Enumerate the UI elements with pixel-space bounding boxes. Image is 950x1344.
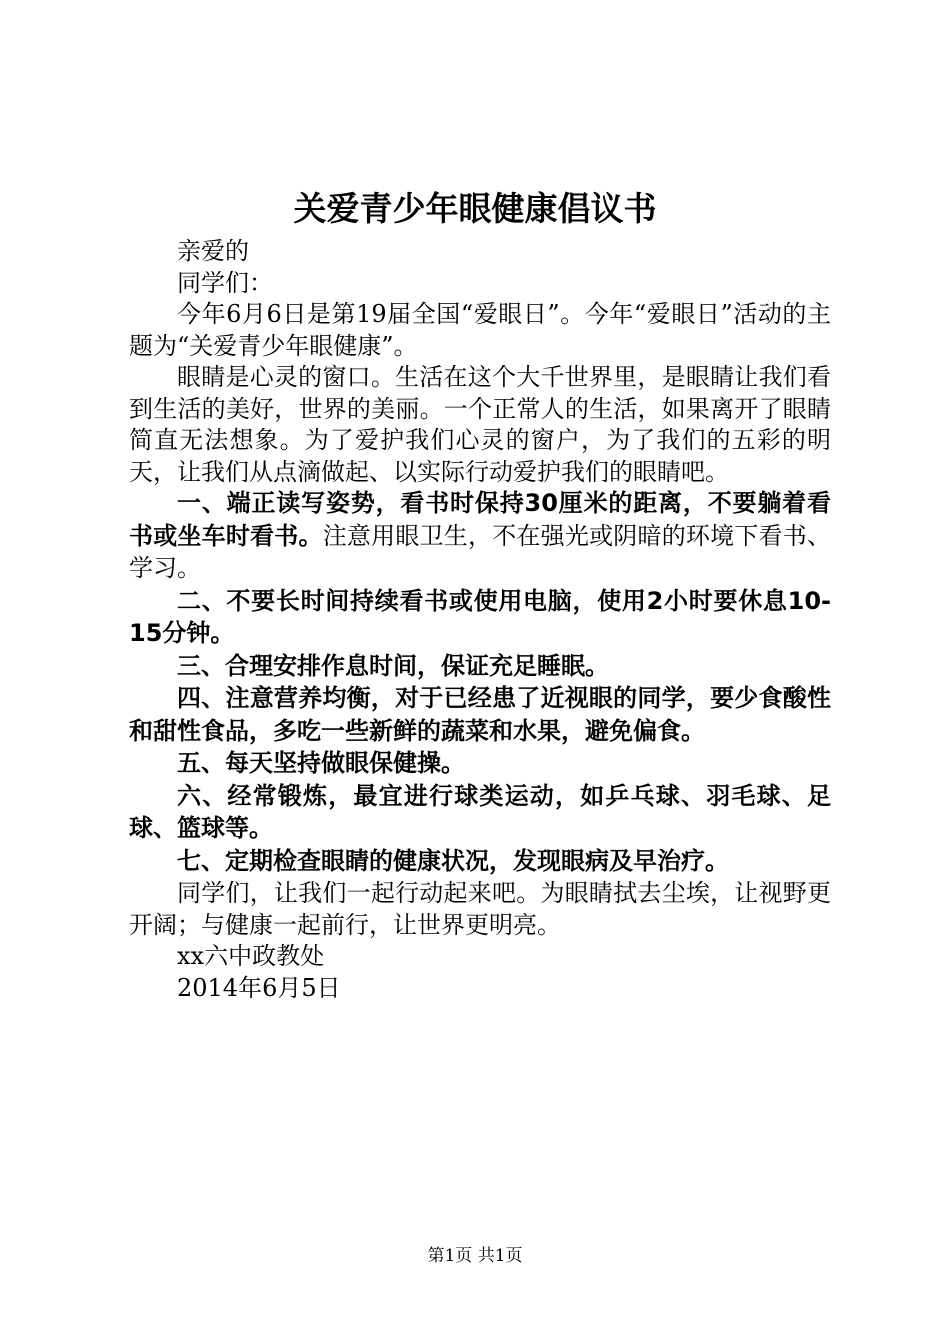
item-2-lead: 二、不要长时间持续看书或使用电脑，使用2小时要休息10-15分钟。 xyxy=(129,586,831,647)
intro-paragraph-1: 今年6月6日是第19届全国“爱眼日”。今年“爱眼日”活动的主题为“关爱青少年眼健康”。 xyxy=(129,300,831,360)
closing-paragraph: 同学们，让我们一起行动起来吧。为眼睛拭去尘埃，让视野更开阔；与健康一起前行，让世界更明亮。 xyxy=(129,879,831,939)
salutation-line-1: 亲爱的 xyxy=(177,237,249,265)
document-title: 关爱青少年眼健康倡议书 xyxy=(293,189,657,228)
item-paragraph-4 xyxy=(129,683,831,748)
item-paragraph-3 xyxy=(129,651,831,684)
item-6-lead: 六、经常锻炼，最宜进行球类运动，如乒乓球、羽毛球、足球、篮球等。 xyxy=(129,781,831,842)
item-paragraph-1 xyxy=(129,488,831,586)
page-footer: 第1页 共1页 xyxy=(427,1246,523,1266)
item-paragraph-2 xyxy=(129,586,831,651)
item-paragraph-6 xyxy=(129,781,831,846)
document-body xyxy=(129,236,831,1004)
document-date: 2014年6月5日 xyxy=(177,973,341,1002)
item-1-rest: 注意用眼卫生，不在强光或阴暗的环境下看书、学习。 xyxy=(129,521,832,582)
item-7-lead: 七、定期检查眼睛的健康状况，发现眼病及早治疗。 xyxy=(177,846,729,875)
item-1-lead: 一、端正读写姿势，看书时保持30厘米的距离，不要躺着看书或坐车时看书。 xyxy=(129,489,831,550)
item-5-lead: 五、每天坚持做眼保健操。 xyxy=(177,749,465,777)
item-3-lead: 三、合理安排作息时间，保证充足睡眠。 xyxy=(177,651,609,680)
salutation-line-2: 同学们： xyxy=(177,268,273,297)
intro-paragraph-2: 眼睛是心灵的窗口。生活在这个大千世界里，是眼睛让我们看到生活的美好，世界的美丽。一个正常人的生活，如果离开了眼睛简直无法想象。为了爱护我们心灵的窗户，为了我们的五彩的明天，让我们从点滴做起、以实际行动爱护我们的眼睛吧。 xyxy=(129,363,831,486)
item-paragraph-5 xyxy=(129,748,831,781)
item-4-lead: 四、注意营养均衡，对于已经患了近视眼的同学，要少食酸性和甜性食品，多吃一些新鲜的蔬菜和水果，避免偏食。 xyxy=(129,684,831,745)
item-paragraph-7 xyxy=(129,846,831,879)
signature: xx六中政教处 xyxy=(177,942,325,970)
